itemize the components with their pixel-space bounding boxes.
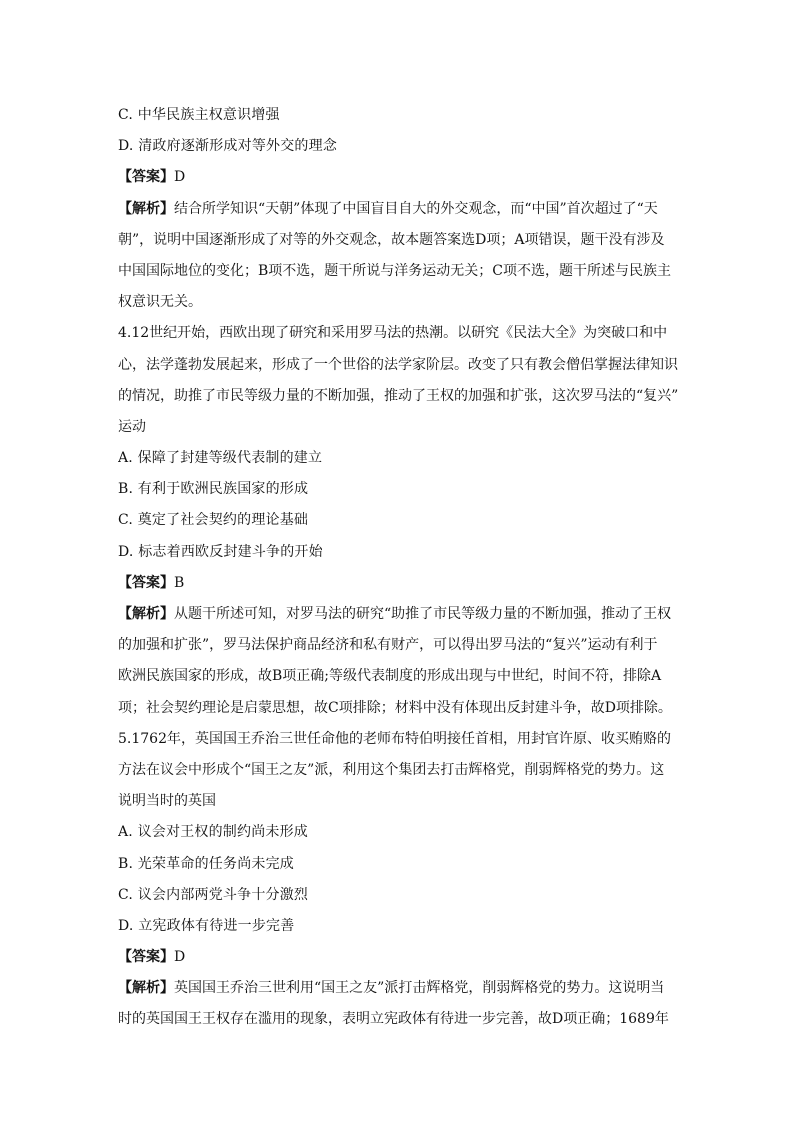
answer-tag: 【答案】 (118, 574, 174, 591)
q4-option-c: C. 奠定了社会契约的理论基础 (118, 512, 309, 529)
answer-value: B (174, 574, 185, 591)
q5-option-a: A. 议会对王权的制约尚未形成 (118, 824, 309, 841)
q3-analysis-line-3: 中国国际地位的变化；B项不选，题干所说与洋务运动无关；C项不选，题干所述与民族主 (118, 262, 671, 279)
q5-option-b: B. 光荣革命的任务尚未完成 (118, 855, 294, 872)
q5-answer (118, 942, 678, 973)
q4-option-d: D. 标志着西欧反封建斗争的开始 (118, 543, 323, 560)
q5-stem-line-1: 5.1762年，英国国王乔治三世任命他的老师布特伯明接任首相，用封官许原、收买贿赂的 (118, 730, 671, 747)
q4-stem-line-2: 心，法学蓬勃发展起来，形成了一个世俗的法学家阶层。改变了只有教会僧侣掌握法律知识 (118, 356, 678, 373)
q3-analysis-line-1 (118, 194, 678, 225)
q4-analysis-line-1 (118, 599, 678, 630)
q5-stem-line-3: 说明当时的英国 (118, 793, 216, 810)
analysis-text: 英国国王乔治三世利用“国王之友”派打击辉格党，削弱辉格党的势力。这说明当 (174, 980, 665, 997)
analysis-text: 结合所学知识“天朝”体现了中国盲目自大的外交观念，而“中国”首次超过了“天 (174, 200, 658, 217)
answer-tag: 【答案】 (118, 949, 174, 966)
analysis-text: 从题干所述可知，对罗马法的研究“助推了市民等级力量的不断加强，推动了王权 (174, 606, 672, 622)
answer-value: D (174, 949, 186, 966)
answer-tag: 【答案】 (118, 169, 174, 186)
q3-option-c: C. 中华民族主权意识增强 (118, 107, 280, 123)
q3-analysis-line-2: 朝”，说明中国逐渐形成了对等的外交观念，故本题答案选D项；A项错误，题干没有涉及 (118, 231, 665, 248)
analysis-tag: 【解析】 (118, 200, 174, 217)
q4-analysis-line-2: 的加强和扩张”，罗马法保护商品经济和私有财产，可以得出罗马法的“复兴”运动有利于 (118, 637, 658, 654)
q5-analysis-line-1 (118, 973, 678, 1004)
q3-answer (118, 162, 678, 193)
q5-analysis-line-2: 时的英国国王王权存在滥用的现象，表明立宪政体有待进一步完善，故D项正确；1689年 (118, 1011, 669, 1028)
q4-answer (118, 568, 678, 599)
q3-option-d: D. 清政府逐渐形成对等外交的理念 (118, 138, 338, 155)
analysis-tag: 【解析】 (118, 606, 174, 622)
q4-analysis-line-4: 项；社会契约理论是启蒙思想，故C项排除；材料中没有体现出反封建斗争，故D项排除。 (118, 699, 672, 716)
q5-stem-line-2: 方法在议会中形成个“国王之友”派，利用这个集团去打击辉格党，削弱辉格党的势力。这 (118, 761, 665, 778)
q4-option-a: A. 保障了封建等级代表制的建立 (118, 450, 323, 467)
q5-option-d: D. 立宪政体有待进一步完善 (118, 917, 295, 934)
q4-analysis-line-3: 欧洲民族国家的形成，故B项正确;等级代表制度的形成出现与中世纪，时间不符，排除A (118, 668, 662, 685)
answer-value: D (174, 169, 186, 186)
q4-option-b: B. 有利于欧洲民族国家的形成 (118, 481, 309, 498)
q4-stem-line-1: 4.12世纪开始，西欧出现了研究和采用罗马法的热潮。以研究《民法大全》为突破口和中 (118, 325, 668, 342)
document-page (118, 100, 678, 1036)
q3-analysis-line-4: 权意识无关。 (118, 294, 202, 311)
q5-option-c: C. 议会内部两党斗争十分激烈 (118, 886, 309, 903)
analysis-tag: 【解析】 (118, 980, 174, 997)
q4-stem-line-3: 的情况，助推了市民等级力量的不断加强，推动了王权的加强和扩张，这次罗马法的“复兴” (118, 387, 678, 404)
q4-stem-line-4: 运动 (118, 418, 146, 435)
